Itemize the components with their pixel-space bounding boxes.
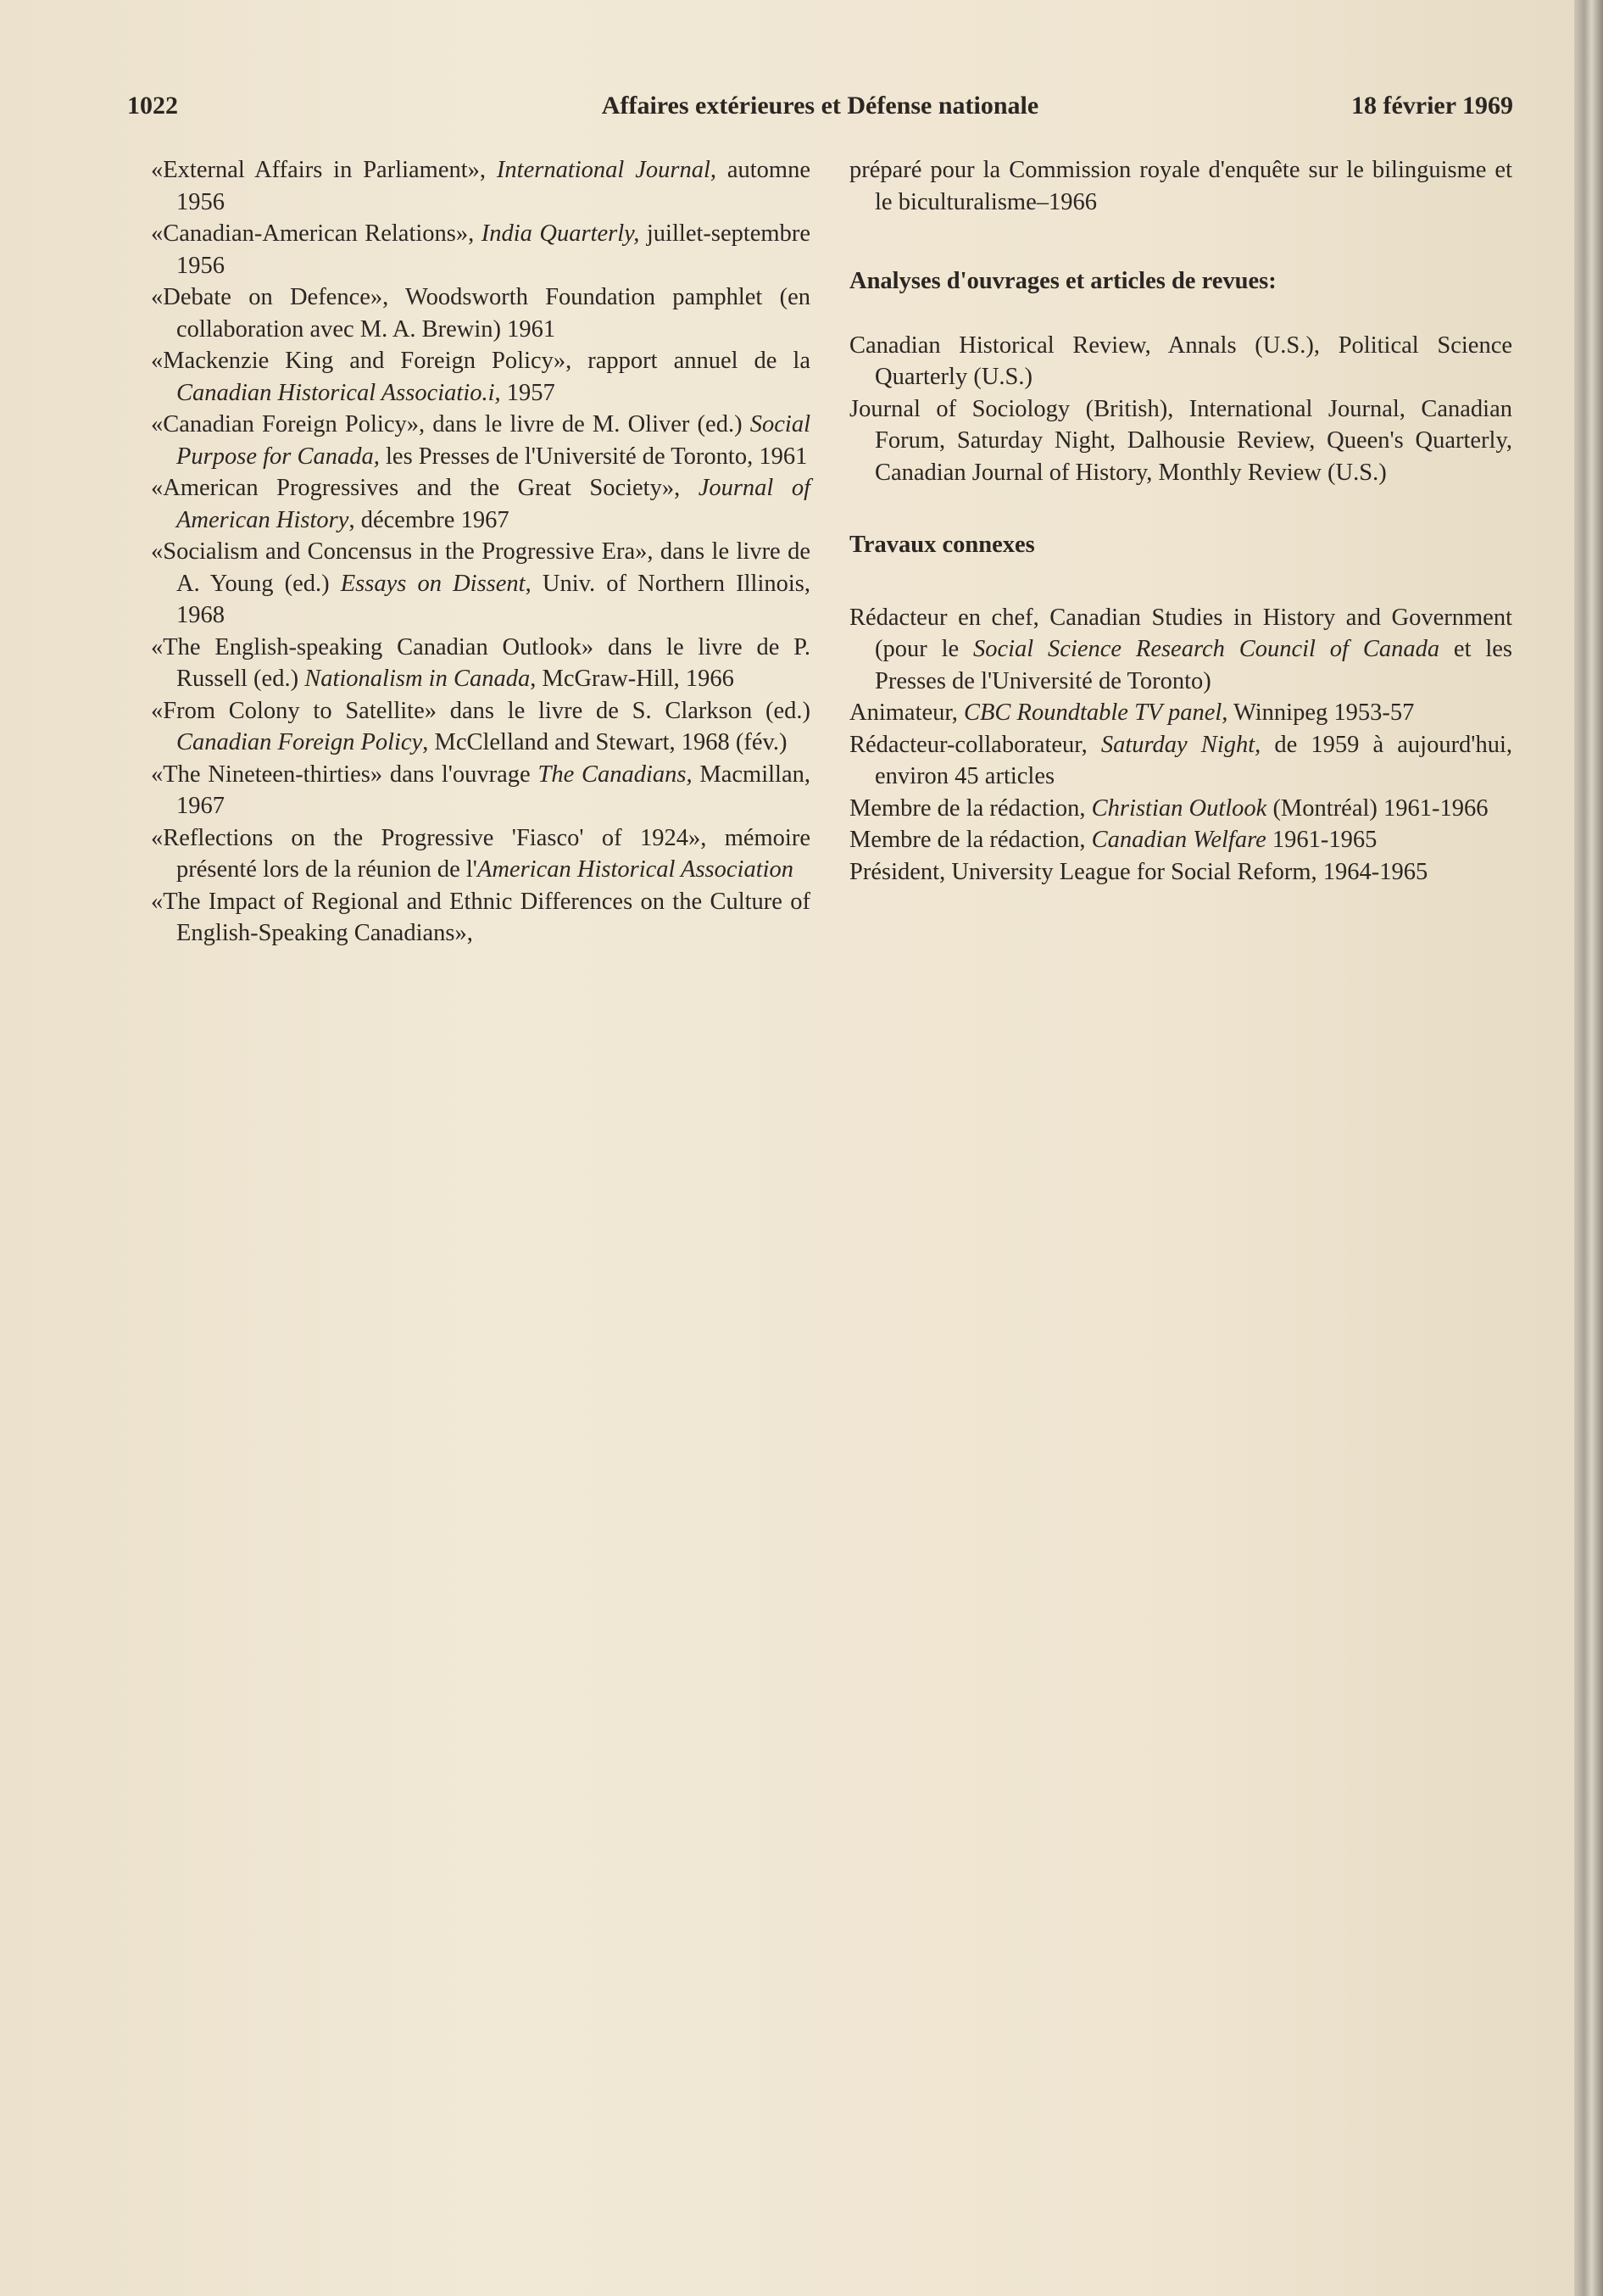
publication-entry: «The Nineteen-thirties» dans l'ouvrage The Canadians, Macmillan, 1967: [151, 761, 810, 819]
publication-entry: «From Colony to Satellite» dans le livre de S. Clarkson (ed.) Canadian Foreign Policy, McClelland and Stewart, 1968 (fév.): [151, 697, 810, 755]
running-date: 18 février 1969: [1350, 92, 1513, 120]
continuation-text: préparé pour la Commission royale d'enquête sur le bilinguisme et le biculturalisme–1966: [849, 157, 1512, 215]
review-entry: Canadian Historical Review, Annals (U.S.), Political Science Quarterly (U.S.): [849, 332, 1512, 390]
publication-entry: «Socialism and Concensus in the Progressive Era», dans le livre de A. Young (ed.) Essays on Dissent, Univ. of Northern Illinois, 1968: [151, 538, 811, 628]
publication-entry: «American Progressives and the Great Society», Journal of American History, décembre 1967: [151, 475, 810, 533]
publication-entry: «External Affairs in Parliament», International Journal, automne 1956: [151, 157, 810, 215]
related-entry: Président, University League for Social Reform, 1964-1965: [849, 858, 1428, 885]
related-entry: Membre de la rédaction, Canadian Welfare 1961-1965: [849, 827, 1378, 853]
publication-entry: «Debate on Defence», Woodsworth Foundation pamphlet (en collaboration avec M. A. Brewin) 1961: [151, 284, 810, 343]
publication-entry: «Mackenzie King and Foreign Policy», rapport annuel de la Canadian Historical Associatio.i, 1957: [151, 348, 810, 406]
left-column: [151, 154, 810, 950]
publication-entry: «The Impact of Regional and Ethnic Differences on the Culture of English-Speaking Canadians»,: [151, 888, 810, 946]
related-entry: Animateur, CBC Roundtable TV panel, Winnipeg 1953-57: [849, 699, 1415, 726]
related-entry: Rédacteur en chef, Canadian Studies in History and Government (pour le Social Science Research Council of Canada et les Presses de l'Université de Toronto): [849, 604, 1512, 694]
publication-entry: «Canadian Foreign Policy», dans le livre de M. Oliver (ed.) Social Purpose for Canada, les Presses de l'Université de Toronto, 1961: [151, 411, 810, 470]
publication-entry: «Canadian-American Relations», India Quarterly, juillet-septembre 1956: [151, 220, 810, 279]
running-title: Affaires extérieures et Défense nationale: [601, 92, 1039, 120]
binding-edge: [1574, 0, 1603, 2296]
review-entry: Journal of Sociology (British), International Journal, Canadian Forum, Saturday Night, Dalhousie Review, Queen's Quarterly, Canadian Journal of History, Monthly Review (U.S.): [849, 395, 1512, 486]
publication-entry: «The English-speaking Canadian Outlook» dans le livre de P. Russell (ed.) Nationalism in Canada, McGraw-Hill, 1966: [151, 633, 810, 692]
reviews-heading: Analyses d'ouvrages et articles de revues:: [849, 268, 1277, 294]
publication-entry: «Reflections on the Progressive 'Fiasco' of 1924», mémoire présenté lors de la réunion de l'American Historical Association: [151, 824, 810, 883]
right-column: [849, 154, 1512, 888]
running-header: [127, 92, 1513, 134]
related-entry: Membre de la rédaction, Christian Outlook (Montréal) 1961-1966: [849, 794, 1489, 822]
page-number: 1022: [127, 92, 178, 120]
related-entry: Rédacteur-collaborateur, Saturday Night, de 1959 à aujourd'hui, environ 45 articles: [849, 731, 1512, 789]
related-heading: Travaux connexes: [849, 532, 1035, 558]
